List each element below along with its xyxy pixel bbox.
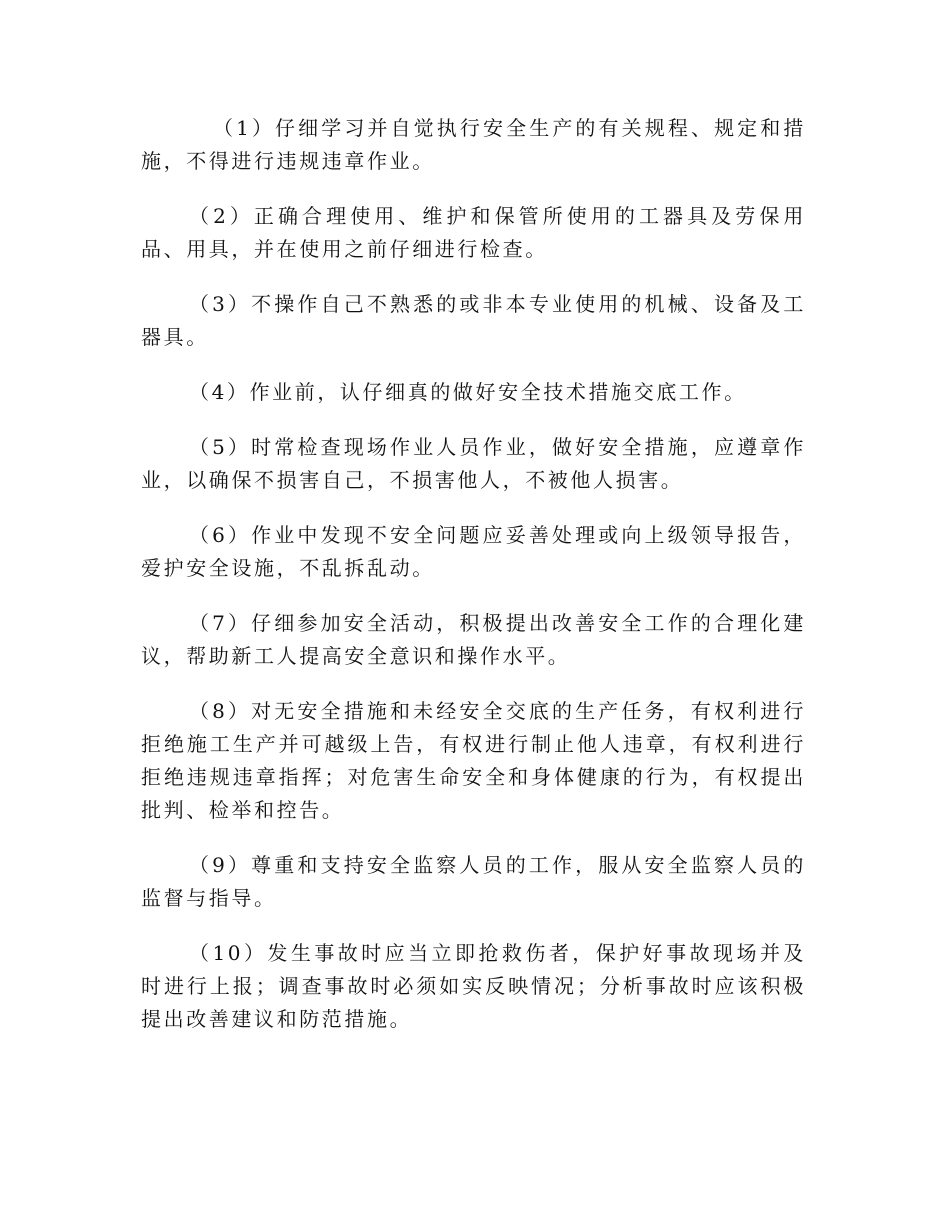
paragraph-5: （5）时常检查现场作业人员作业，做好安全措施，应遵章作业，以确保不损害自己，不损害他人，不被他人损害。 [141,435,806,492]
document-body [141,112,806,1036]
paragraph-10: （10）发生事故时应当立即抢救伤者，保护好事故现场并及时进行上报；调查事故时必须如实反映情况；分析事故时应该积极提出改善建议和防范措施。 [141,941,806,1031]
paragraph-2: （2）正确合理使用、维护和保管所使用的工器具及劳保用品、用具，并在使用之前仔细进行检查。 [141,204,806,261]
paragraph-9: （9）尊重和支持安全监察人员的工作，服从安全监察人员的监督与指导。 [141,853,806,910]
paragraph-7: （7）仔细参加安全活动，积极提出改善安全工作的合理化建议，帮助新工人提高安全意识和操作水平。 [141,611,806,668]
paragraph-4: （4）作业前，认仔细真的做好安全技术措施交底工作。 [189,380,747,404]
paragraph-3: （3）不操作自己不熟悉的或非本专业使用的机械、设备及工器具。 [141,292,806,349]
paragraph-1: （1）仔细学习并自觉执行安全生产的有关规程、规定和措施，不得进行违规违章作业。 [141,116,806,173]
paragraph-6: （6）作业中发现不安全问题应妥善处理或向上级领导报告，爱护安全设施，不乱拆乱动。 [141,523,806,580]
paragraph-8: （8）对无安全措施和未经安全交底的生产任务，有权利进行拒绝施工生产并可越级上告，有权进行制止他人违章，有权利进行拒绝违规违章指挥；对危害生命安全和身体健康的行为，有权提出批判、检举和控告。 [141,699,806,822]
